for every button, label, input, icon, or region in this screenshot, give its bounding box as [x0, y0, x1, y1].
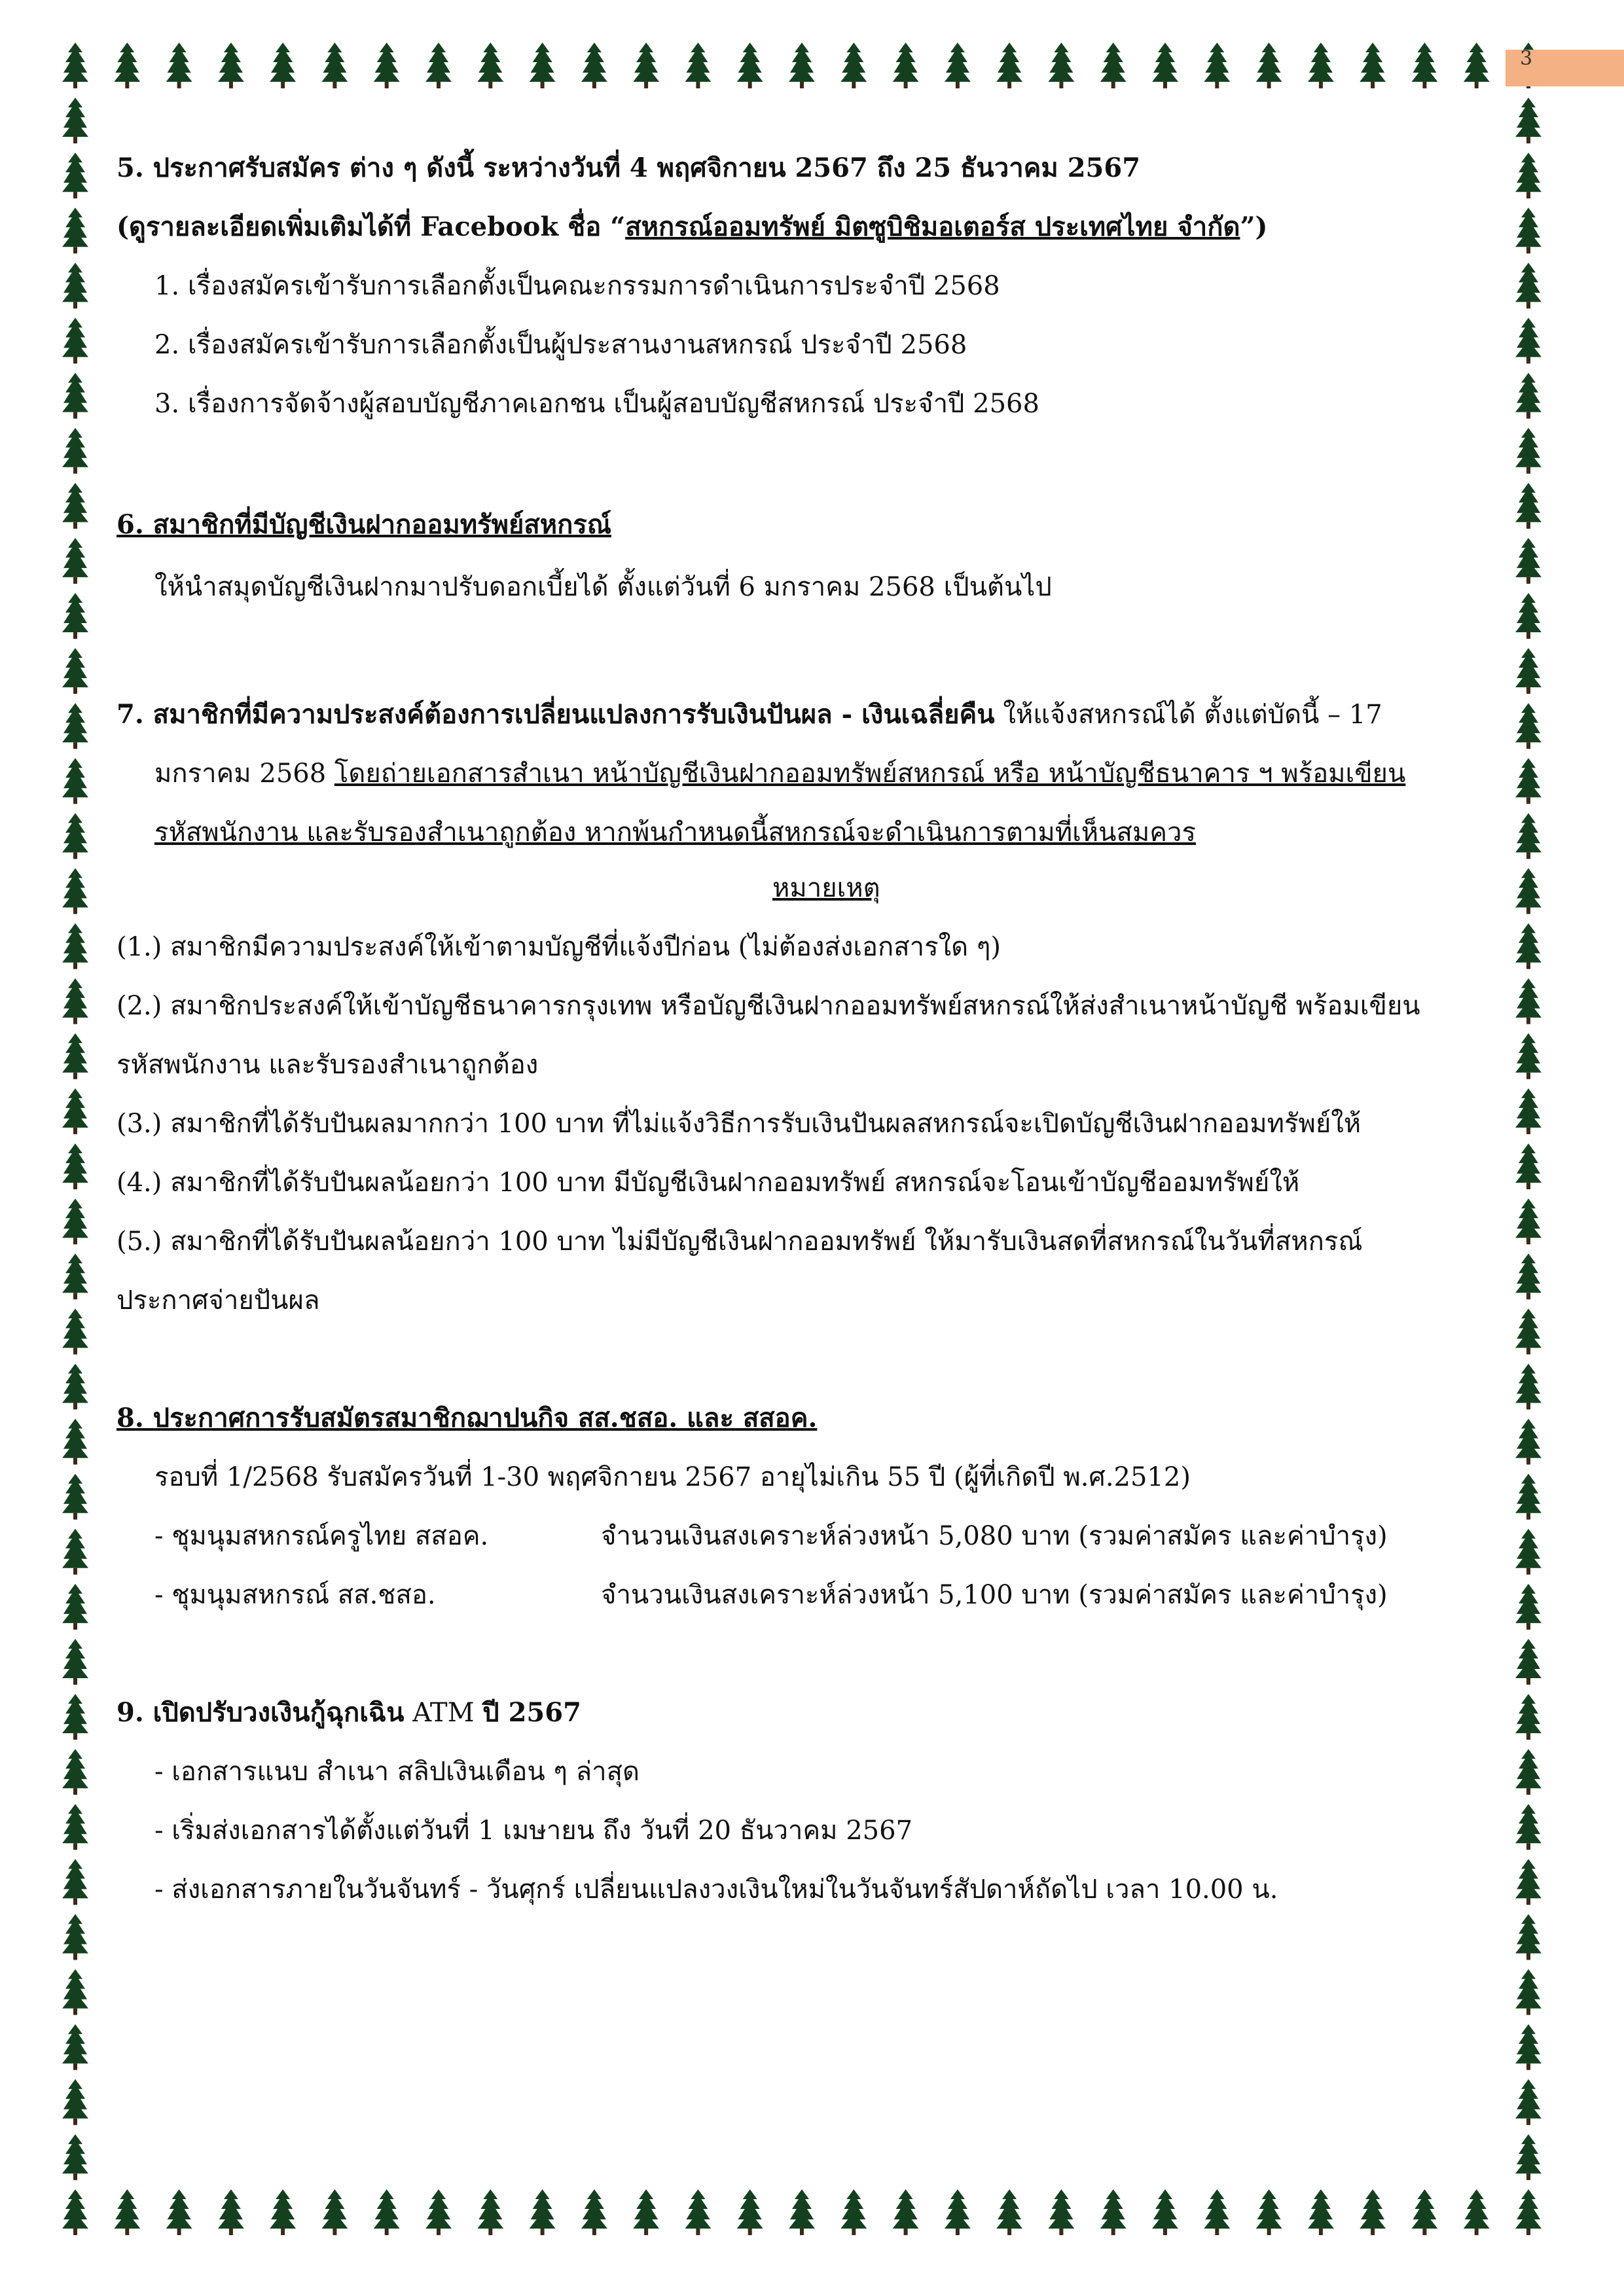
pine-tree-icon [1464, 2189, 1490, 2235]
pine-tree-icon [374, 2189, 400, 2235]
pine-tree-icon [62, 1419, 88, 1465]
note-3: (3.) สมาชิกที่ได้รับปันผลมากกว่า 100 บาท ที่ไม่แจ้งวิธีการรับเงินปันผลสหกรณ์จะเปิดบัญชีเงินฝากออมทรัพย์ให้ [117, 1109, 1362, 1139]
pine-tree-icon [893, 2189, 919, 2235]
pine-tree-icon [840, 2189, 867, 2235]
pine-tree-icon [1515, 2079, 1542, 2125]
pine-tree-icon [1308, 2189, 1334, 2235]
pine-tree-icon [1048, 2189, 1074, 2235]
pine-tree-icon [62, 978, 88, 1024]
pine-tree-icon [62, 593, 88, 639]
pine-tree-icon [62, 207, 88, 253]
note-2: (2.) สมาชิกประสงค์ให้เข้าบัญชีธนาคารกรุงเทพ หรือบัญชีเงินฝากออมทรัพย์สหกรณ์ให้ส่งสำเนาหน้าบัญชี พร้อมเขียน [117, 991, 1420, 1021]
pine-tree-icon [1308, 43, 1334, 88]
pine-tree-icon [1515, 373, 1542, 419]
pine-tree-icon [1515, 1969, 1542, 2015]
pine-tree-icon [62, 1914, 88, 1960]
section-9-title-atm: ATM [404, 1698, 483, 1728]
section-6-heading: 6. สมาชิกที่มีบัญชีเงินฝากออมทรัพย์สหกรณ์ [117, 509, 611, 540]
pine-tree-icon [62, 43, 88, 88]
pine-tree-icon [1515, 648, 1542, 694]
pine-tree-icon [425, 2189, 452, 2235]
pine-tree-icon [62, 813, 88, 859]
section-7-line-3: รหัสพนักงาน และรับรองสำเนาถูกต้อง หากพ้นกำหนดนี้สหกรณ์จะดำเนินการตามที่เห็นสมควร [154, 817, 1196, 848]
pine-tree-icon [114, 2189, 140, 2235]
pine-tree-icon [1515, 152, 1542, 198]
section-8-row-2-name: - ชุมนุมสหกรณ์ สส.ชสอ. [154, 1580, 436, 1610]
pine-tree-icon [1515, 1584, 1542, 1630]
pine-tree-icon [114, 43, 140, 88]
pine-tree-icon [1515, 1033, 1542, 1079]
section-5-heading: 5. ประกาศรับสมัคร ต่าง ๆ ดังนี้ ระหว่างวันที่ 4 พฤศจิกายน 2567 ถึง 25 ธันวาคม 2567 [117, 152, 1141, 183]
pine-tree-icon [1411, 2189, 1437, 2235]
details-suffix: ”) [1240, 211, 1268, 242]
note-5-continued: ประกาศจ่ายปันผล [117, 1285, 320, 1316]
note-5: (5.) สมาชิกที่ได้รับปันผลน้อยกว่า 100 บาท ไม่มีบัญชีเงินฝากออมทรัพย์ ให้มารับเงินสดที่สหกรณ์ในวันที่สหกรณ์ [117, 1227, 1363, 1257]
pine-tree-icon [62, 1364, 88, 1410]
section-7-heading [117, 698, 1382, 731]
pine-tree-icon [1515, 207, 1542, 253]
pine-tree-icon [1256, 2189, 1282, 2235]
section-9-title-year: ปี 2567 [482, 1697, 581, 1728]
pine-tree-icon [62, 2134, 88, 2180]
section-5-details [117, 211, 1267, 243]
pine-tree-icon [270, 43, 296, 88]
pine-tree-icon [1515, 2189, 1542, 2235]
pine-tree-icon [1515, 1143, 1542, 1189]
pine-tree-icon [62, 1198, 88, 1244]
note-2-continued: รหัสพนักงาน และรับรองสำเนาถูกต้อง [117, 1050, 539, 1080]
pine-tree-icon [789, 2189, 815, 2235]
pine-tree-icon [1515, 1639, 1542, 1685]
pine-tree-icon [1515, 703, 1542, 749]
pine-tree-icon [1515, 428, 1542, 474]
pine-tree-icon [1515, 813, 1542, 859]
pine-tree-icon [1515, 1749, 1542, 1795]
pine-tree-icon [1100, 2189, 1127, 2235]
pine-tree-icon [62, 98, 88, 143]
pine-tree-icon [945, 2189, 971, 2235]
pine-tree-icon [1515, 869, 1542, 914]
pine-tree-icon [1515, 758, 1542, 804]
pine-tree-icon [62, 869, 88, 914]
pine-tree-icon [1100, 43, 1127, 88]
pine-tree-icon [633, 43, 659, 88]
pine-tree-icon [62, 1474, 88, 1520]
note-4: (4.) สมาชิกที่ได้รับปันผลน้อยกว่า 100 บาท มีบัญชีเงินฝากออมทรัพย์ สหกรณ์จะโอนเข้าบัญชีออมทรัพย์ให้ [117, 1168, 1300, 1198]
page-number: 3 [1520, 47, 1533, 70]
pine-tree-icon [1515, 1474, 1542, 1520]
pine-tree-icon [1515, 1364, 1542, 1410]
pine-tree-icon [62, 703, 88, 749]
pine-tree-icon [62, 924, 88, 969]
facebook-page-name: สหกรณ์ออมทรัพย์ มิตซูบิชิมอเตอร์ส ประเทศไทย จำกัด [625, 211, 1240, 242]
pine-tree-icon [166, 2189, 192, 2235]
pine-tree-icon [1515, 98, 1542, 143]
section-7-line-2 [154, 757, 1405, 790]
pine-tree-icon [530, 2189, 556, 2235]
pine-tree-icon [581, 43, 607, 88]
pine-tree-icon [270, 2189, 296, 2235]
pine-tree-icon [62, 648, 88, 694]
pine-tree-icon [1515, 2024, 1542, 2070]
pine-tree-icon [62, 1969, 88, 2015]
section-8-row-2-detail: จำนวนเงินสงเคราะห์ล่วงหน้า 5,100 บาท (รวมค่าสมัคร และค่าบำรุง) [601, 1580, 1388, 1610]
pine-tree-icon [62, 428, 88, 474]
pine-tree-icon [425, 43, 452, 88]
pine-tree-icon [1515, 318, 1542, 364]
pine-tree-icon [996, 2189, 1022, 2235]
pine-tree-icon [1515, 1308, 1542, 1354]
pine-tree-icon [685, 43, 711, 88]
pine-tree-icon [218, 43, 244, 88]
pine-tree-icon [62, 1639, 88, 1685]
pine-tree-icon [1515, 1419, 1542, 1465]
section-7-line-2-prefix: มกราคม 2568 [154, 759, 334, 789]
pine-tree-icon [1411, 43, 1437, 88]
pine-tree-icon [62, 758, 88, 804]
pine-tree-icon [321, 2189, 348, 2235]
pine-tree-icon [62, 538, 88, 584]
pine-tree-icon [477, 43, 503, 88]
note-1: (1.) สมาชิกมีความประสงค์ให้เข้าตามบัญชีที่แจ้งปีก่อน (ไม่ต้องส่งเอกสารใด ๆ) [117, 932, 1001, 962]
pine-tree-icon [1515, 262, 1542, 308]
pine-tree-icon [530, 43, 556, 88]
pine-tree-icon [62, 373, 88, 419]
pine-tree-icon [737, 2189, 763, 2235]
pine-tree-icon [1515, 1859, 1542, 1905]
section-9-title: 9. เปิดปรับวงเงินกู้ฉุกเฉิน [117, 1697, 405, 1728]
pine-tree-icon [1515, 1804, 1542, 1850]
section-5-item-3: 3. เรื่องการจัดจ้างผู้สอบบัญชีภาคเอกชน เป็นผู้สอบบัญชีสหกรณ์ ประจำปี 2568 [154, 389, 1039, 419]
pine-tree-icon [581, 2189, 607, 2235]
pine-tree-icon [218, 2189, 244, 2235]
pine-tree-icon [1515, 1914, 1542, 1960]
pine-tree-icon [840, 43, 867, 88]
pine-tree-icon [62, 1308, 88, 1354]
section-9-item-1: - เอกสารแนบ สำเนา สลิปเงินเดือน ๆ ล่าสุด [154, 1757, 640, 1787]
section-8-row-1-name: - ชุมนุมสหกรณ์ครูไทย สสอค. [154, 1521, 489, 1551]
pine-tree-icon [1515, 483, 1542, 529]
section-7-title: 7. สมาชิกที่มีความประสงค์ต้องการเปลี่ยนแปลงการรับเงินปันผล - เงินเฉลี่ยคืน [117, 699, 995, 730]
pine-tree-icon [1515, 2134, 1542, 2180]
pine-tree-icon [62, 483, 88, 529]
pine-tree-icon [62, 1694, 88, 1740]
section-7-title-tail: ให้แจ้งสหกรณ์ได้ ตั้งแต่บัดนี้ – 17 [994, 700, 1382, 730]
note-title: หมายเหตุ [772, 873, 880, 903]
section-7-line-2-instruction: โดยถ่ายเอกสารสำเนา หน้าบัญชีเงินฝากออมทรัพย์สหกรณ์ หรือ หน้าบัญชีธนาคาร ฯ พร้อมเขียน [334, 759, 1406, 789]
pine-tree-icon [62, 2189, 88, 2235]
pine-tree-icon [1515, 924, 1542, 969]
pine-tree-icon [1256, 43, 1282, 88]
pine-tree-icon [62, 1584, 88, 1630]
pine-tree-icon [1515, 538, 1542, 584]
section-5-item-2: 2. เรื่องสมัครเข้ารับการเลือกตั้งเป็นผู้ประสานงานสหกรณ์ ประจำปี 2568 [154, 330, 967, 360]
pine-tree-icon [166, 43, 192, 88]
pine-tree-icon [789, 43, 815, 88]
pine-tree-icon [685, 2189, 711, 2235]
pine-tree-icon [321, 43, 348, 88]
pine-tree-icon [62, 1143, 88, 1189]
pine-tree-icon [62, 2079, 88, 2125]
pine-tree-icon [1204, 43, 1230, 88]
section-8-row-1-detail: จำนวนเงินสงเคราะห์ล่วงหน้า 5,080 บาท (รวมค่าสมัคร และค่าบำรุง) [601, 1521, 1388, 1551]
pine-tree-icon [62, 1033, 88, 1079]
pine-tree-icon [1515, 1088, 1542, 1134]
pine-tree-icon [1515, 1253, 1542, 1299]
pine-tree-icon [893, 43, 919, 88]
pine-tree-icon [62, 1859, 88, 1905]
section-8-round: รอบที่ 1/2568 รับสมัครวันที่ 1-30 พฤศจิกายน 2567 อายุไม่เกิน 55 ปี (ผู้ที่เกิดปี พ.ศ.2512) [154, 1462, 1191, 1492]
section-9-heading [117, 1696, 581, 1729]
pine-tree-icon [1515, 978, 1542, 1024]
pine-tree-icon [1515, 593, 1542, 639]
section-9-item-2: - เริ่มส่งเอกสารได้ตั้งแต่วันที่ 1 เมษายน ถึง วันที่ 20 ธันวาคม 2567 [154, 1816, 913, 1846]
pine-tree-icon [1360, 43, 1386, 88]
pine-tree-icon [62, 152, 88, 198]
pine-tree-icon [374, 43, 400, 88]
details-prefix: (ดูรายละเอียดเพิ่มเติมได้ที่ Facebook ชื่อ “ [117, 211, 626, 242]
section-6-body: ให้นำสมุดบัญชีเงินฝากมาปรับดอกเบี้ยได้ ตั้งแต่วันที่ 6 มกราคม 2568 เป็นต้นไป [154, 572, 1052, 602]
pine-tree-icon [1048, 43, 1074, 88]
pine-tree-icon [1515, 1198, 1542, 1244]
pine-tree-icon [62, 1529, 88, 1575]
pine-tree-icon [1204, 2189, 1230, 2235]
pine-tree-icon [996, 43, 1022, 88]
pine-tree-icon [945, 43, 971, 88]
pine-tree-icon [62, 2024, 88, 2070]
pine-tree-icon [633, 2189, 659, 2235]
pine-tree-icon [1152, 43, 1178, 88]
pine-tree-icon [62, 262, 88, 308]
pine-tree-icon [1515, 1694, 1542, 1740]
pine-tree-icon [477, 2189, 503, 2235]
pine-tree-icon [62, 1253, 88, 1299]
section-9-item-3: - ส่งเอกสารภายในวันจันทร์ - วันศุกร์ เปลี่ยนแปลงวงเงินใหม่ในวันจันทร์สัปดาห์ถัดไป เวลา 10.00 น. [154, 1874, 1278, 1905]
pine-tree-icon [1152, 2189, 1178, 2235]
pine-tree-icon [1360, 2189, 1386, 2235]
pine-tree-icon [1464, 43, 1490, 88]
pine-tree-icon [737, 43, 763, 88]
section-8-heading: 8. ประกาศการรับสมัตรสมาชิกฌาปนกิจ สส.ชสอ. และ สสอค. [117, 1403, 818, 1433]
pine-tree-icon [62, 1749, 88, 1795]
pine-tree-icon [62, 1804, 88, 1850]
pine-tree-icon [62, 318, 88, 364]
pine-tree-icon [1515, 1529, 1542, 1575]
pine-tree-icon [62, 1088, 88, 1134]
section-5-item-1: 1. เรื่องสมัครเข้ารับการเลือกตั้งเป็นคณะกรรมการดำเนินการประจำปี 2568 [154, 271, 1000, 301]
